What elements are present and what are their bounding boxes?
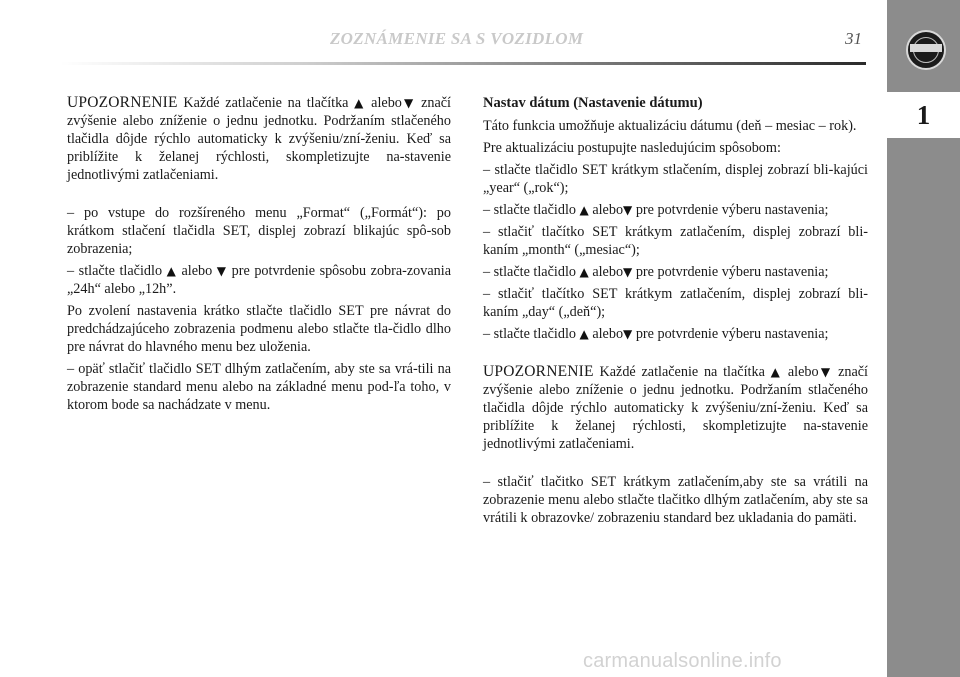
watermark: carmanualsonline.info	[583, 650, 782, 672]
text: – stlačte tlačidlo	[483, 264, 580, 280]
text: alebo	[588, 326, 624, 342]
lancia-logo-icon	[906, 30, 946, 70]
text: pre potvrdenie výberu nastavenia;	[632, 264, 829, 280]
warning-note	[483, 363, 868, 453]
paragraph: – stlačiť tlačítko SET krátkym zatlačením, displej zobrazí bli-kaním „month“ („mesiac“);	[483, 224, 868, 258]
down-arrow-icon: ▼	[216, 264, 228, 278]
warning-text: alebo	[782, 364, 819, 380]
text: pre potvrdenie výberu nastavenia;	[632, 202, 829, 218]
text: pre potvrdenie výberu nastavenia;	[632, 326, 829, 342]
logo-banner	[910, 44, 942, 52]
paragraph	[483, 263, 868, 281]
paragraph: – opäť stlačiť tlačidlo SET dlhým zatlačením, aby ste sa vrá-tili na zobrazenie standard menu alebo na základné menu pod-ľa toho, v ktorom bode sa nachádzate v menu.	[67, 361, 451, 413]
warning-text: značí zvýšenie alebo zníženie o jednu jednotku. Podržaním stlačeného tlačidla dôjde rýchlo automaticky k zvýšeniu/zní-ženiu. Keď sa priblížite k želanej rýchlosti, skompletizujte na-stavenie jednotlivými zatlačeniami.	[67, 95, 451, 183]
text: – stlačte tlačidlo	[483, 202, 580, 218]
up-arrow-icon: ▲	[166, 264, 177, 278]
up-arrow-icon: ▲	[579, 265, 589, 279]
up-arrow-icon: ▲	[579, 203, 589, 217]
text: – stlačte tlačidlo	[67, 263, 167, 279]
up-arrow-icon: ▲	[579, 327, 589, 341]
chapter-marker	[887, 92, 960, 138]
warning-label: UPOZORNENIE	[67, 94, 178, 111]
down-arrow-icon: ▼	[818, 365, 833, 379]
warning-text: alebo	[365, 95, 402, 111]
warning-note	[67, 94, 451, 184]
down-arrow-icon: ▼	[623, 203, 633, 217]
paragraph: Táto funkcia umožňuje aktualizáciu dátumu (deň – mesiac – rok).	[483, 118, 857, 134]
paragraph: – stlačiť tlačítko SET krátkym zatlačením, displej zobrazí bli-kaním „day“ („deň“);	[483, 286, 868, 320]
header-divider	[60, 62, 866, 65]
warning-text: Každé zatlačenie na tlačítka	[593, 364, 771, 380]
text: alebo	[588, 202, 624, 218]
right-column	[483, 94, 868, 531]
paragraph: – po vstupe do rozšíreného menu „Format“ („Formát“): po krátkom stlačení tlačidla SET, displej zobrazí blikajúc spô-sob zobrazenia;	[67, 205, 451, 257]
page-header-title: ZOZNÁMENIE SA S VOZIDLOM	[330, 29, 584, 48]
down-arrow-icon: ▼	[623, 265, 633, 279]
text: alebo	[588, 264, 624, 280]
warning-text: značí zvýšenie alebo zníženie o jednu jednotku. Podržaním stlačeného tlačidla dôjde rýchlo automaticky k zvýšeniu/zní-ženiu. Keď sa priblížite k želanej rýchlosti, skompletizujte na-stavenie jednotlivými zatlačeniami.	[483, 364, 868, 452]
paragraph: – stlačiť tlačitko SET krátkym zatlačením,aby ste sa vrátili na zobrazenie menu alebo stlačte tlačitko dlhým zatlačením, aby ste sa vrátili k obrazovke/ zobrazeniu standard bez ukladania do pamäti.	[483, 474, 868, 526]
paragraph	[483, 201, 868, 219]
left-column	[67, 94, 451, 418]
section-heading: Nastav dátum (Nastavenie dátumu)	[483, 95, 703, 111]
down-arrow-icon: ▼	[401, 96, 416, 110]
text: – stlačte tlačidlo	[483, 326, 580, 342]
paragraph: Po zvolení nastavenia krátko stlačte tlačidlo SET pre návrat do predchádzajúceho zobrazenia podmenu alebo stlačte tla-čidlo dlho pre návrat do hlavného menu bez uloženia.	[67, 303, 451, 355]
page-number: 31	[845, 29, 862, 48]
paragraph: Pre aktualizáciu postupujte nasledujúcim spôsobom:	[483, 140, 781, 156]
chapter-number: 1	[916, 99, 931, 130]
paragraph	[67, 262, 451, 298]
text: alebo	[176, 263, 217, 279]
paragraph	[483, 325, 868, 343]
up-arrow-icon: ▲	[770, 365, 783, 379]
warning-label: UPOZORNENIE	[483, 363, 594, 380]
text: pre potvrdenie spôsobu zobra-zovania „24h“ alebo „12h”.	[67, 263, 451, 297]
warning-text: Každé zatlačenie na tlačítka	[177, 95, 355, 111]
down-arrow-icon: ▼	[623, 327, 633, 341]
up-arrow-icon: ▲	[354, 96, 366, 110]
paragraph: – stlačte tlačidlo SET krátkym stlačením, displej zobrazí bli-kajúci „year“ („rok“);	[483, 162, 868, 196]
